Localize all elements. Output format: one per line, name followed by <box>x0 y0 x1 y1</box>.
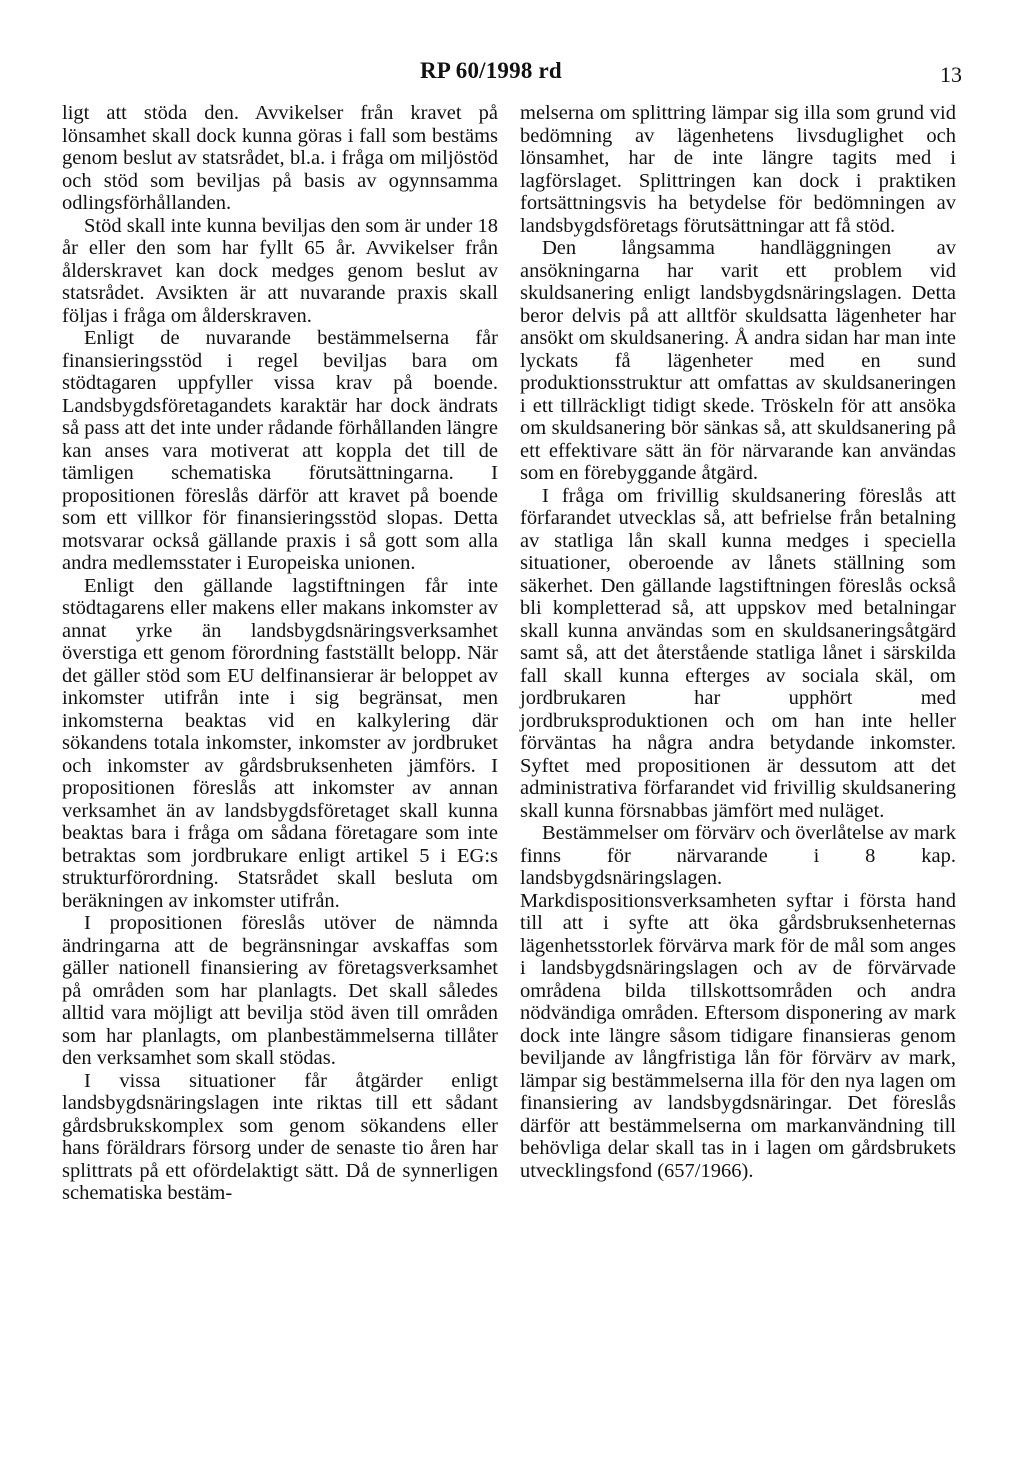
paragraph: Bestämmelser om förvärv och överlåtelse av mark finns för närvarande i 8 kap. landsbygdsnäringslagen. Markdispositionsverksamheten syftar i första hand till att i syfte att öka gårdsbruksenheternas lägenhetsstorlek förvärva mark för de mål som anges i landsbygdsnäringslagen och av de förvärvade områdena bilda tillskottsområden och andra nödvändiga områden. Eftersom disponering av mark dock inte längre såsom tidigare finansieras genom beviljande av långfristiga lån för förvärv av mark, lämpar sig bestämmelserna illa för den nya lagen om finansiering av landsbygdsnäringar. Det föreslås därför att bestämmelserna om markanvändning till behövliga delar skall tas in i lagen om gårdsbrukets utvecklingsfond (657/1966). <box>520 822 956 1182</box>
document-reference: RP 60/1998 rd <box>420 58 562 83</box>
paragraph: I vissa situationer får åtgärder enligt landsbygdsnäringslagen inte riktas till ett sådant gårdsbrukskomplex som genom sökandens eller hans föräldrars försorg under de senaste tio åren har splittrats på ett ofördelaktigt sätt. Då de synnerligen schematiska bestäm- <box>62 1069 498 1204</box>
paragraph: Enligt de nuvarande bestämmelserna får finansieringsstöd i regel beviljas bara om stödtagaren uppfyller vissa krav på boende. Landsbygdsföretagandets karaktär har dock ändrats så pass att det inte under rådande förhållanden längre kan anses vara motiverat att koppla det till de tämligen schematiska förutsättningarna. I propositionen föreslås därför att kravet på boende som ett villkor för finansieringsstöd slopas. Detta motsvarar också gällande praxis i så gott som alla andra medlemsstater i Europeiska unionen. <box>62 327 499 574</box>
page-number: 13 <box>940 62 962 87</box>
left-column <box>62 102 498 1205</box>
paragraph: ligt att stöda den. Avvikelser från kravet på lönsamhet skall dock kunna göras i fall som bestäms genom beslut av statsrådet, bl.a. i fråga om miljöstöd och stöd som beviljas på basis av ogynnsamma odlingsförhållanden. <box>62 102 498 214</box>
paragraph: Den långsamma handläggningen av ansökningarna har varit ett problem vid skuldsanering enligt landsbygdsnäringslagen. Detta beror delvis på att alltför skuldsatta lägenheter har ansökt om skuldsanering. Å andra sidan har man inte lyckats få lägenheter med en sund produktionsstruktur att omfattas av skuldsaneringen i ett tillräckligt tidigt skede. Tröskeln för att ansöka om skuldsanering bör sänkas så, att skuldsanering på ett effektivare sätt än för närvarande kan användas som en förebyggande åtgärd. <box>520 237 956 484</box>
paragraph: Enligt den gällande lagstiftningen får inte stödtagarens eller makens eller makans inkomster av annat yrke än landsbygdsnäringsverksamhet överstiga ett genom förordning fastställt belopp. När det gäller stöd som EU delfinansierar är beloppet av inkomster utifrån inte i sig begränsat, men inkomsterna beaktas vid en kalkylering där sökandens totala inkomster, inkomster av jordbruket och inkomster av gårdsbruksenheten jämförs. I propositionen föreslås att inkomster av annan verksamhet än av landsbygdsföretaget skall kunna beaktas bara i fråga om sådana företagare som inte betraktas som jordbrukare enligt artikel 5 i EG:s strukturförordning. Statsrådet skall besluta om beräkningen av inkomster utifrån. <box>62 574 498 912</box>
page-header <box>0 50 1024 90</box>
right-column <box>520 102 956 1182</box>
paragraph: I fråga om frivillig skuldsanering föreslås att förfarandet utvecklas så, att befrielse från betalning av statliga lån skall kunna medges i speciella situationer, oberoende av lånets ställning som säkerhet. Den gällande lagstiftningen föreslås också bli kompletterad så, att uppskov med betalningar skall kunna användas som en skuldsaneringsåtgärd samt så, att det återstående statliga lånet i särskilda fall skall kunna efterges av sociala skäl, om jordbrukaren har upphört med jordbruksproduktionen och om han inte heller förväntas ha några andra betydande inkomster. Syftet med propositionen är dessutom att det administrativa förfarandet vid frivillig skuldsanering skall kunna försnabbas jämfört med nuläget. <box>520 484 956 822</box>
paragraph: melserna om splittring lämpar sig illa som grund vid bedömning av lägenhetens livsduglighet och lönsamhet, har de inte längre tagits med i lagförslaget. Splittringen kan dock i praktiken fortsättningsvis ha betydelse för bedömningen av landsbygdsföretags förutsättningar att få stöd. <box>520 102 956 237</box>
paragraph: Stöd skall inte kunna beviljas den som är under 18 år eller den som har fyllt 65 år. Avvikelser från ålderskravet kan dock medges genom beslut av statsrådet. Avsikten är att nuvarande praxis skall följas i fråga om ålderskraven. <box>62 214 498 327</box>
paragraph: I propositionen föreslås utöver de nämnda ändringarna att de begränsningar avskaffas som gäller nationell finansiering av företagsverksamhet på områden som har planlagts. Det skall således alltid vara möjligt att bevilja stöd även till områden som har planlagts, om planbestämmelserna tillåter den verksamhet som skall stödas. <box>62 912 498 1069</box>
